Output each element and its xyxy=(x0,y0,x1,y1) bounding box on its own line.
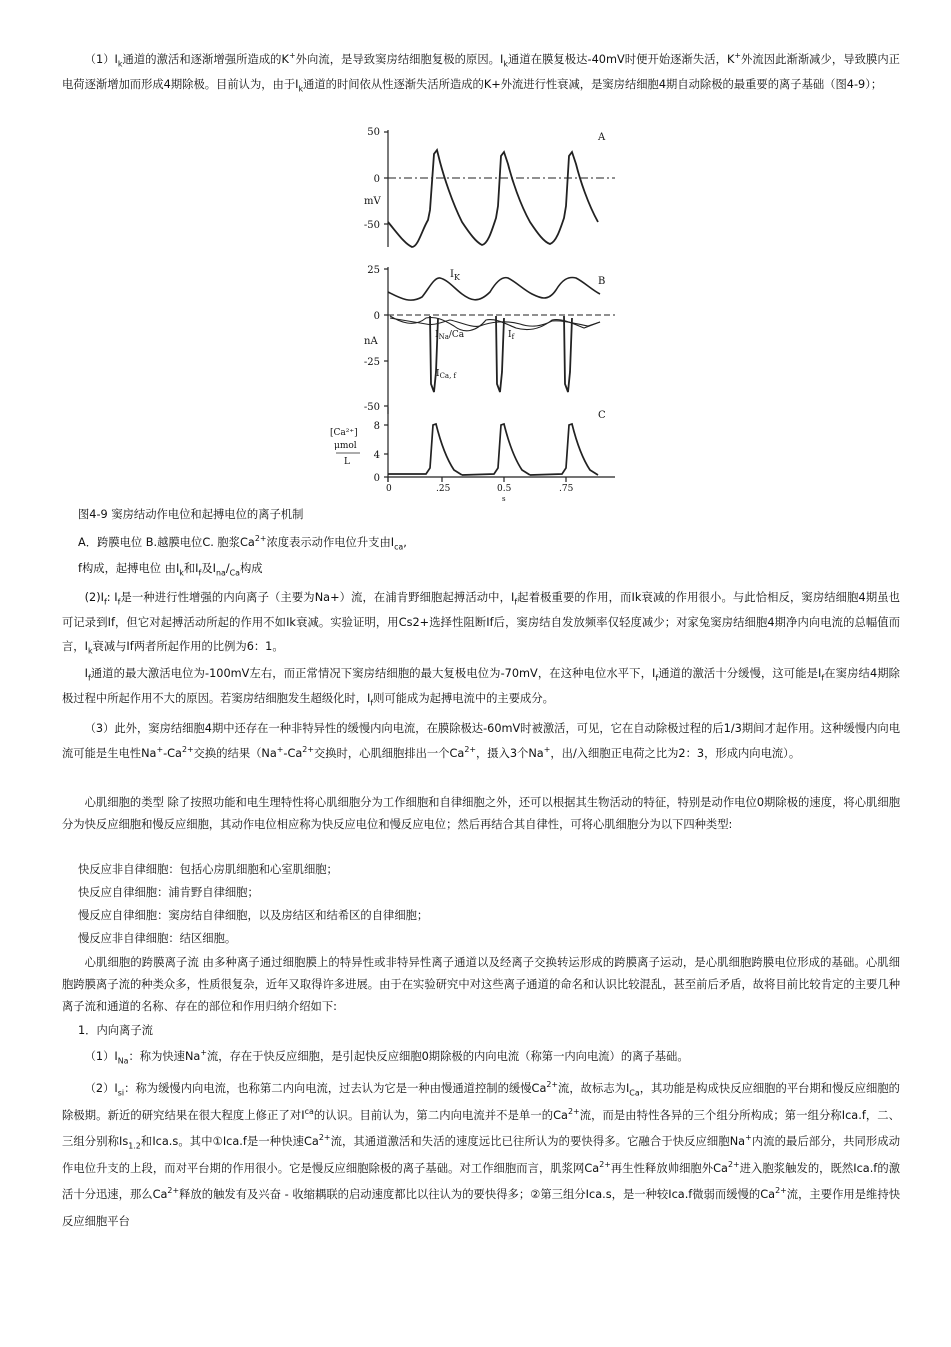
panel-b-tick-25: 25 xyxy=(367,265,380,276)
type-item-1: 快反应非自律细胞：包括心房肌细胞和心室肌细胞； xyxy=(78,863,338,876)
x-tick-05: 0.5 xyxy=(497,484,512,494)
panel-a-tick-0: 0 xyxy=(373,174,380,185)
x-tick-0: 0 xyxy=(386,484,392,494)
x-unit: s xyxy=(502,495,506,502)
panel-c-tick-4: 4 xyxy=(373,450,380,461)
panel-a-tick-neg50: -50 xyxy=(363,220,380,231)
type-item-4: 慢反应非自律细胞：结区细胞。 xyxy=(78,932,237,945)
panel-c-unit-3: L xyxy=(344,457,350,467)
figure-caption-line-1: A．跨膜电位 B.越膜电位C. 胞浆$Ca^{2+}$浓度表示动作电位升支由$I_{ca}$, xyxy=(78,534,407,552)
label-if: $I_f$ xyxy=(508,330,515,341)
paragraph-isi: $(2)I_{si}$：称为缓慢内向电流，也称第二内向电流，过去认为它是一种由慢通道控制的缓慢$Ca^{2+}$流，故标志为$I_{Ca}$，其功能是构成快反应细胞的平台期和慢反应细胞的除极期。新近的研究结果在很大程度上修正了对$I^{ca}$的认识。目前认为，第二内向电流并不是单一的$Ca^{2+}$流，而是由特性各异的三个组分所构成；第一组分称Ica.f，二、三组分别称$Is_{1.2}$和Ica.s。其中①Ica.f是一种快速$Ca^{2+}$流，其通道激活和失活的速度远比已往所认为的要快得多。它融合于快反应细胞Na+内流的最后部分，共同形成动作电位升支的上段，而对平台期的作用很小。它是慢反应细胞除极的离子基础。对工作细胞而言，肌浆网$Ca^{2+}$再生性释放帅细胞外$Ca^{2+}$进入胞浆触发的，既然Ica.f的激活十分迅速，那么$Ca^{2+}$释放的触发有及兴奋 - 收缩耦联的启动速度都比以往认为的要快得多；②第三组分Ica.s，是一种较Ica.f微弱而缓慢的$Ca^{2+}$流，主要作用是维持快反应细胞平台 xyxy=(62,1080,900,1228)
panel-b-tick-neg50: -50 xyxy=(363,402,380,413)
panel-c-ca-transient-2 xyxy=(462,424,530,475)
panel-b-icaf-spike-1 xyxy=(430,316,438,392)
panel-b-unit: nA xyxy=(364,336,378,347)
paragraph-na-ca-exchange: （3）此外，窦房结细胞4期中还存在一种非特异性的缓慢内向电流，在膜除极达-60mV时被激活，可见，它在自动除极过程的后1/3期间才起作用。这种缓慢内向电流可能是生电性$Na^+-Ca^{2+}$交换的结果（$Na^+-Ca^{2+}$交换时，心肌细胞排出一个$Ca^{2+}$，摄入3个Na+，出/入细胞正电荷之比为2：3，形成内向电流）。 xyxy=(62,722,900,760)
label-ik: $I_K$ xyxy=(450,269,460,282)
figure-4-9 xyxy=(330,122,620,502)
figure-caption-title: 图4-9 窦房结动作电位和起搏电位的离子机制 xyxy=(78,508,304,521)
type-item-2: 快反应自律细胞：浦肯野自律细胞； xyxy=(78,886,259,899)
x-tick-025: .25 xyxy=(436,484,451,494)
paragraph-if-activation: $I_f$通道的最大激活电位为-100mV左右，而正常情况下窦房结细胞的最大复极电位为-70mV，在这种电位水平下，$I_f$通道的激活十分缓慢，这可能是$I_f$在窦房结4期除极过程中所起作用不大的原因。若窦房结细胞发生超级化时，$I_f$则可能成为起搏电流中的主要成分。 xyxy=(62,667,900,707)
panel-b-icaf-spike-3 xyxy=(564,316,572,392)
paragraph-ion-currents: 心肌细胞的跨膜离子流 由多种离子通过细胞膜上的特异性或非特异性离子通道以及经离子交换转运形成的跨膜离子运动，是心肌细胞跨膜电位形成的基础。心肌细胞跨膜离子流的种类众多，性质很复杂，近年又取得许多进展。由于在实验研究中对这些离子通道的命名和认识比较混乱，甚至前后矛盾，故将目前比较肯定的主要几种离子流和通道的名称、存在的部位和作用归纳介绍如下: xyxy=(62,956,900,1013)
panel-c-ca-transient-3 xyxy=(530,424,598,475)
panel-c-tick-8: 8 xyxy=(373,421,380,432)
panel-c-tick-0: 0 xyxy=(373,473,380,484)
panel-a-action-potential xyxy=(388,150,598,247)
panel-b-icaf-spike-2 xyxy=(496,316,504,392)
panel-c-unit-2: μmol xyxy=(334,441,357,451)
type-item-3: 慢反应自律细胞：窦房结自律细胞，以及房结区和结希区的自律细胞； xyxy=(78,909,429,922)
figure-4-9-svg xyxy=(330,122,620,502)
figure-caption-line-2: f构成，起搏电位 由$I_k$和$I_f$及$I_{na}/_{Ca}$构成 xyxy=(78,562,263,578)
paragraph-if: $(2)I_f$: $I_f$是一种进行性增强的内向离子（主要为Na+）流，在浦肯野细胞起搏活动中，$I_f$起着极重要的作用，而Ik衰减的作用很小。与此恰相反，窦房结细胞4期虽也可记录到If，但它对起搏活动所起的作用不如Ik衰减。实验证明，用Cs2+选择性阻断If后，窦房结自发放频率仅轻度减少；对家兔窦房结细胞4期净内向电流的总幅值而言，$I_k$衰减与If两者所起作用的比例为6：1。 xyxy=(62,591,900,656)
panel-c-unit-1: [Ca²⁺] xyxy=(330,428,358,438)
panel-a-tick-50: 50 xyxy=(367,127,380,138)
paragraph-ina: $(1)I_{Na}$：称为快速Na+流，存在于快反应细胞，是引起快反应细胞0期除极的内向电流（称第一内向电流）的离子基础。 xyxy=(84,1048,689,1066)
panel-a-unit: mV xyxy=(364,196,381,207)
panel-b-tick-0: 0 xyxy=(373,311,380,322)
panel-a-label: A xyxy=(598,132,606,143)
x-tick-075: .75 xyxy=(559,484,574,494)
label-ina-ca: $I_{Na}/Ca$ xyxy=(435,330,465,341)
panel-b-label: B xyxy=(598,276,606,287)
paragraph-cell-types: 心肌细胞的类型 除了按照功能和电生理特性将心肌细胞分为工作细胞和自律细胞之外，还可以根据其生物活动的特征，特别是动作电位0期除极的速度，将心肌细胞分为快反应细胞和慢反应细胞，其动作电位相应称为快反应电位和慢反应电位；然后再结合其自律性，可将心肌细胞分为以下四种类型: xyxy=(62,796,900,831)
panel-c-ca-transient-1 xyxy=(388,424,462,475)
label-ica-f: $I_{Ca, f}$ xyxy=(436,369,457,380)
panel-b-ik-trace xyxy=(388,278,600,301)
paragraph-ik: $(1)I_k$通道的激活和逐渐增强所造成的K+外向流，是导致窦房结细胞复极的原因。$I_k$通道在膜复极达-40mV时便开始逐渐失活，K+外流因此渐渐减少，导致膜内正电荷逐渐增加而形成4期除极。目前认为，由于$I_k$通道的时间依从性逐渐失活所造成的K+外流进行性衰减，是窦房结细胞4期自动除极的最重要的离子基础（图4-9）； xyxy=(62,51,900,93)
panel-b-tick-neg25: -25 xyxy=(363,357,380,368)
panel-c-label: C xyxy=(598,410,606,421)
heading-inward-currents: 1．内向离子流 xyxy=(78,1024,153,1037)
